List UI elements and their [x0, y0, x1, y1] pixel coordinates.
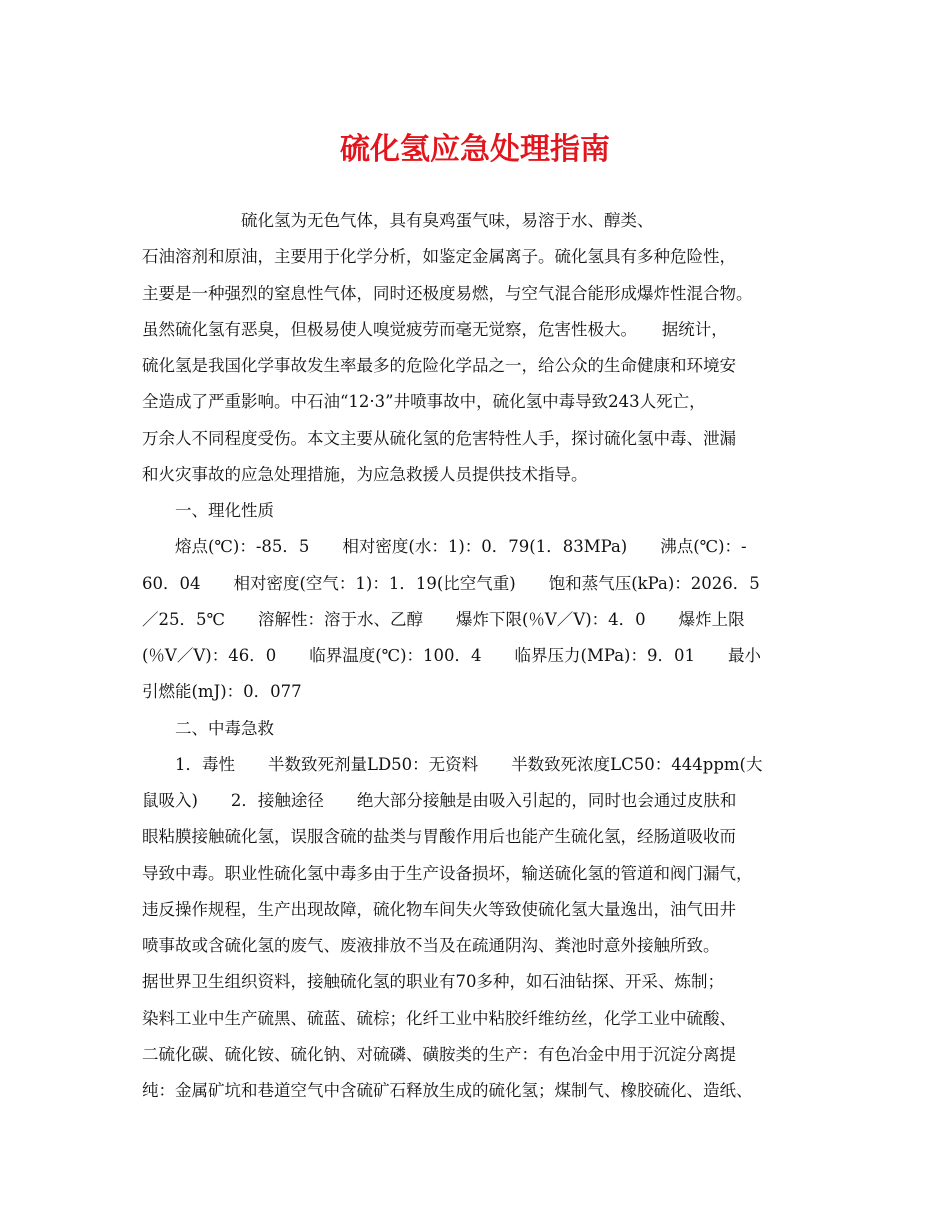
- text-line: 和火灾事故的应急处理措施，为应急救援人员提供技术指导。: [142, 464, 588, 484]
- text-line: 虽然硫化氢有恶臭，但极易使人嗅觉疲劳而毫无觉察，危害性极大。 据统计，: [142, 319, 728, 339]
- text-line: 万余人不同程度受伤。本文主要从硫化氢的危害特性人手，探讨硫化氢中毒、泄漏: [142, 428, 736, 448]
- text-line: 主要是一种强烈的窒息性气体，同时还极度易燃，与空气混合能形成爆炸性混合物。: [142, 283, 753, 303]
- text-line: 全造成了严重影响。中石油“12·3”井喷事故中，硫化氢中毒导致243人死亡，: [142, 392, 706, 412]
- text-line: 眼粘膜接触硫化氢，误服含硫的盐类与胃酸作用后也能产生硫化氢，经肠道吸收而: [142, 827, 736, 847]
- text-line: 硫化氢为无色气体，具有臭鸡蛋气味，易溶于水、醇类、: [142, 211, 654, 230]
- text-line: 60．04 相对密度(空气：1)：1．19(比空气重) 饱和蒸气压(kPa)：2026．5: [142, 573, 760, 593]
- text-line: 喷事故或含硫化氢的废气、废液排放不当及在疏通阴沟、粪池时意外接触所致。: [142, 936, 720, 955]
- text-line: ／25．5℃ 溶解性：溶于水、乙醇 爆炸下限(％V／V)：4．0 爆炸上限: [142, 609, 745, 629]
- text-line: 二硫化碳、硫化铵、硫化钠、对硫磷、磺胺类的生产：有色冶金中用于沉淀分离提: [142, 1044, 736, 1064]
- text-line: 鼠吸入) 2．接触途径 绝大部分接触是由吸入引起的，同时也会通过皮肤和: [142, 791, 737, 810]
- section-heading: 二、中毒急救: [142, 718, 274, 738]
- text-line: 引燃能(mJ)：0．077: [142, 682, 302, 702]
- text-line: 染料工业中生产硫黑、硫蓝、硫棕；化纤工业中粘胶纤维纺丝，化学工业中硫酸、: [142, 1008, 736, 1028]
- text-line: 据世界卫生组织资料，接触硫化氢的职业有70多种，如石油钻探、开采、炼制；: [142, 972, 724, 992]
- document-body: [142, 203, 832, 1109]
- text-line: 硫化氢是我国化学事故发生率最多的危险化学品之一，给公众的生命健康和环境安: [142, 356, 736, 375]
- text-line: 违反操作规程，生产出现故障，硫化物车间失火等致使硫化氢大量逸出，油气田井: [142, 899, 736, 919]
- text-line: 导致中毒。职业性硫化氢中毒多由于生产设备损坏，输送硫化氢的管道和阀门漏气，: [142, 863, 753, 883]
- text-line: 纯：金属矿坑和巷道空气中含硫矿石释放生成的硫化氢；煤制气、橡胶硫化、造纸、: [142, 1081, 753, 1100]
- text-line: 1．毒性 半数致死剂量LD50：无资料 半数致死浓度LC50：444ppm(大: [142, 754, 763, 774]
- text-line: (％V／V)：46．0 临界温度(℃)：100．4 临界压力(MPa)：9．01 最小: [142, 646, 761, 665]
- document-title: 硫化氢应急处理指南: [340, 132, 610, 167]
- text-line: 熔点(℃)：-85．5 相对密度(水：1)：0．79(1．83MPa) 沸点(℃)：-: [142, 537, 747, 557]
- text-line: 石油溶剂和原油，主要用于化学分析，如鉴定金属离子。硫化氢具有多种危险性，: [142, 247, 736, 267]
- section-heading: 一、理化性质: [142, 501, 274, 520]
